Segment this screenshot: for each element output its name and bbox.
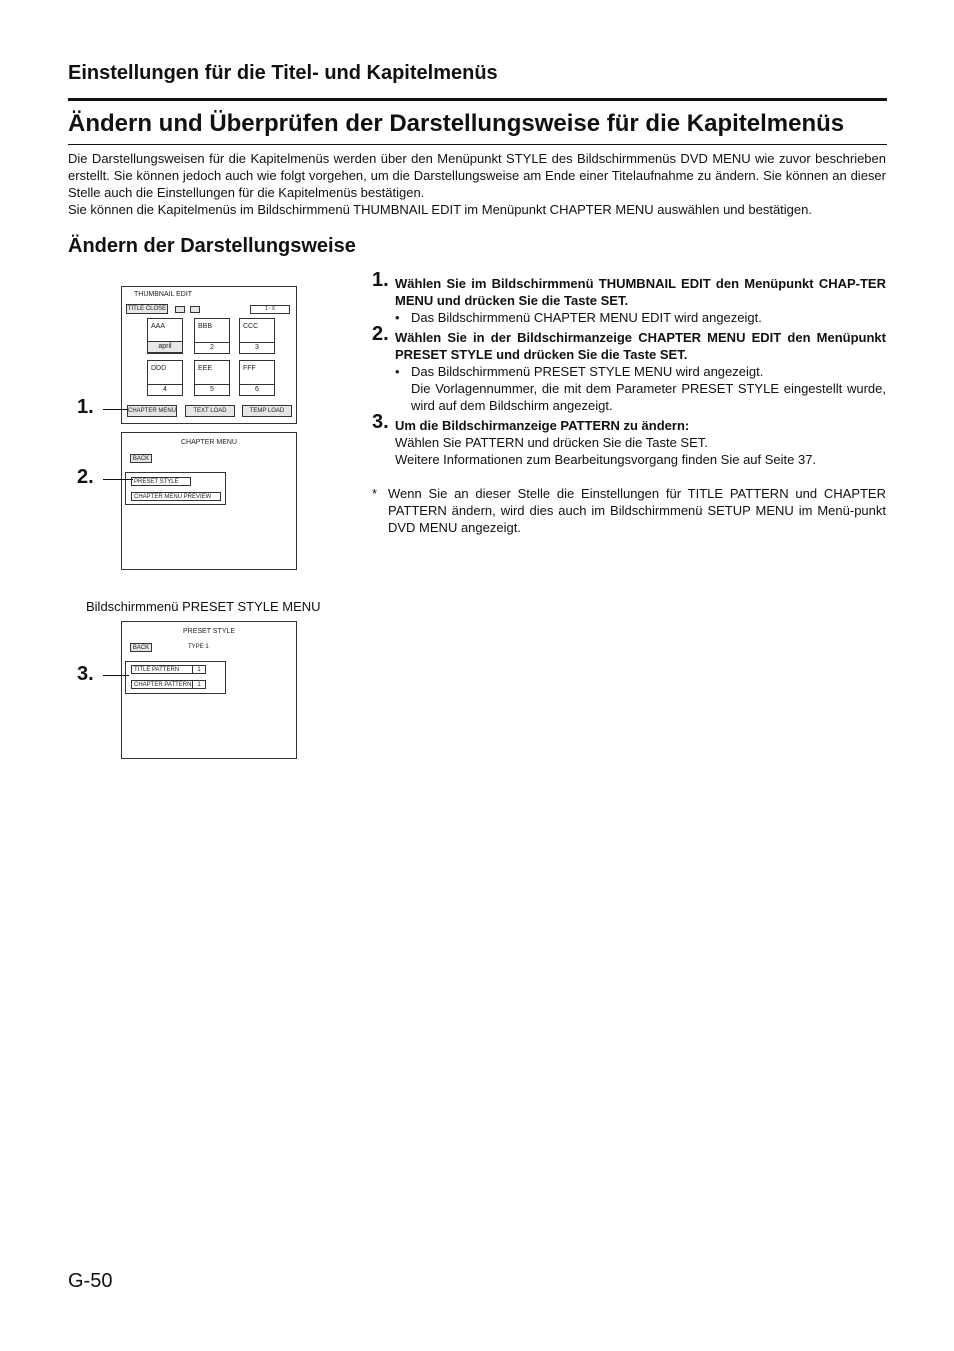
thumbnail[interactable]: [147, 318, 183, 354]
thumbnail[interactable]: [239, 318, 275, 354]
step-text: Wählen Sie PATTERN und drücken Sie die Taste SET.: [395, 435, 708, 450]
preset-style-item[interactable]: PRESET STYLE: [131, 477, 191, 486]
thumbnail-number: 4: [148, 384, 182, 395]
leader-line: [103, 479, 133, 480]
chapter-menu-options: [125, 472, 226, 505]
text-load-button[interactable]: TEXT LOAD: [185, 405, 235, 417]
thumbnail-name: DDD: [151, 365, 167, 372]
intro-text: [68, 150, 886, 218]
screen-title: CHAPTER MENU: [180, 439, 237, 446]
chapter-menu-screen: [121, 432, 297, 570]
thumbnail-number: 5: [195, 384, 229, 395]
intro-paragraph-2: Sie können die Kapitelmenüs im Bildschirmmenü THUMBNAIL EDIT im Menüpunkt CHAPTER MENU auswählen und bestätigen.: [68, 202, 812, 217]
section-heading: Einstellungen für die Titel- und Kapitelmenüs: [68, 62, 498, 84]
footnote: * Wenn Sie an dieser Stelle die Einstellungen für TITLE PATTERN und CHAPTER PATTERN ändern, wird dies auch im Bildschirmmenü SETUP MENU im Menü-punkt DVD MENU angezeigt.: [372, 485, 886, 536]
step-instruction: Wählen Sie in der Bildschirmanzeige CHAPTER MENU EDIT den Menüpunkt PRESET STYLE und drücken Sie die Taste SET.: [395, 330, 886, 362]
chapter-pattern-value[interactable]: 1: [192, 680, 206, 689]
thumbnail-name: EEE: [198, 365, 213, 372]
steps: [372, 269, 886, 536]
thumbnail-number: 6: [240, 384, 274, 395]
thumbnail-number: 3: [240, 342, 274, 353]
chapter-menu-preview-item[interactable]: CHAPTER MENU PREVIEW: [131, 492, 221, 501]
callout-1: 1.: [77, 396, 94, 418]
next-page-icon[interactable]: [190, 306, 200, 313]
thumbnail-number: april: [147, 341, 183, 353]
step-2: [372, 323, 886, 414]
step-bullet: • Das Bildschirmmenü CHAPTER MENU EDIT wird angezeigt.: [395, 309, 886, 326]
preset-style-screen: [121, 621, 297, 759]
thumbnail-name: FFF: [243, 365, 256, 372]
back-button[interactable]: BACK: [130, 454, 152, 463]
preset-style-caption: Bildschirmmenü PRESET STYLE MENU: [86, 599, 321, 614]
thumbnail-edit-screen: [121, 286, 297, 424]
preset-type-label: TYPE 1: [188, 644, 209, 650]
step-instruction: Wählen Sie im Bildschirmmenü THUMBNAIL EDIT den Menüpunkt CHAP-TER MENU und drücken Sie die Taste SET.: [395, 276, 886, 308]
back-button[interactable]: BACK: [130, 643, 152, 652]
leader-line: [103, 675, 129, 676]
screen-title: THUMBNAIL EDIT: [134, 291, 193, 298]
screen-title: PRESET STYLE: [182, 628, 235, 635]
thumbnail-name: CCC: [243, 323, 259, 330]
thumbnail[interactable]: [147, 360, 183, 396]
title-close-button[interactable]: TITLE CLOSE: [127, 306, 167, 312]
chapter-menu-button[interactable]: CHAPTER MENU: [127, 405, 177, 417]
step-number: 1.: [372, 269, 389, 291]
page-indicator: 1 - 6: [250, 305, 290, 314]
step-3: [372, 411, 886, 468]
title-pattern-value[interactable]: 1: [192, 665, 206, 674]
temp-load-button[interactable]: TEMP LOAD: [242, 405, 292, 417]
thumbnail[interactable]: [194, 360, 230, 396]
step-instruction: Um die Bildschirmanzeige PATTERN zu ändern:: [395, 418, 690, 433]
page-title: Ändern und Überprüfen der Darstellungsweise für die Kapitelmenüs: [68, 110, 845, 137]
page-number: G-50: [68, 1270, 113, 1292]
step-bullet-continuation: Die Vorlagennummer, die mit dem Parameter PRESET STYLE eingestellt wurde, wird auf dem Bildschirm angezeigt.: [411, 381, 886, 413]
title-rule: [68, 144, 887, 145]
step-text: Weitere Informationen zum Bearbeitungsvorgang finden Sie auf Seite 37.: [395, 452, 817, 467]
thumbnail-name: BBB: [198, 323, 213, 330]
title-pattern-item[interactable]: TITLE PATTERN: [131, 665, 193, 674]
thumbnail-number: 2: [195, 342, 229, 353]
step-bullet: • Das Bildschirmmenü PRESET STYLE MENU wird angezeigt.: [395, 363, 886, 380]
thumbnail[interactable]: [239, 360, 275, 396]
callout-3: 3.: [77, 663, 94, 685]
pattern-options: [125, 661, 226, 694]
prev-page-icon[interactable]: [175, 306, 185, 313]
thumbnail[interactable]: [194, 318, 230, 354]
chapter-pattern-item[interactable]: CHAPTER PATTERN: [131, 680, 193, 689]
step-number: 2.: [372, 323, 389, 345]
step-1: [372, 269, 886, 326]
step-number: 3.: [372, 411, 389, 433]
intro-paragraph-1: Die Darstellungsweisen für die Kapitelmenüs werden über den Menüpunkt STYLE des Bildschirmmenüs DVD MENU wie zuvor beschrieben erstellt. Sie können jedoch auch wie folgt vorgehen, um die Darstellungsweise am Ende einer Titelaufnahme zu ändern. Sie können an dieser Stelle auch die Einstellungen für die Kapitelmenüs bestätigen.: [68, 151, 886, 200]
section-rule: [68, 98, 887, 101]
subsection-title: Ändern der Darstellungsweise: [68, 235, 356, 257]
leader-line: [103, 409, 128, 410]
thumbnail-name: AAA: [151, 323, 166, 330]
callout-2: 2.: [77, 466, 94, 488]
